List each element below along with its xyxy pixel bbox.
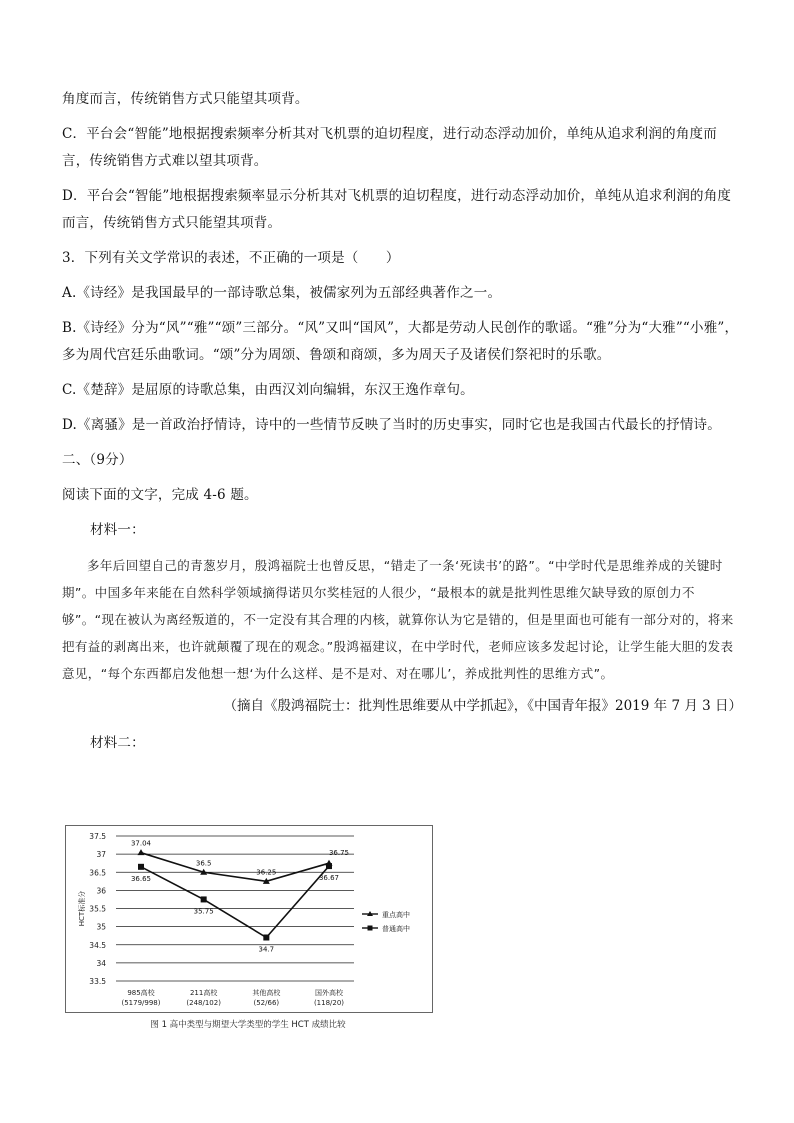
x-tick-label: 其他高校 xyxy=(252,989,281,997)
data-label: 35.75 xyxy=(193,907,214,916)
y-tick-label: 36.5 xyxy=(89,868,106,878)
legend-label: 重点高中 xyxy=(382,911,410,919)
y-tick-label: 36 xyxy=(96,886,106,896)
chart-caption: 图 1 高中类型与期望大学类型的学生 HCT 成绩比较 xyxy=(150,1020,346,1030)
data-point-square xyxy=(138,864,144,870)
legend-label: 普通高中 xyxy=(382,925,410,933)
y-tick-label: 35 xyxy=(96,922,106,932)
y-tick-label: 35.5 xyxy=(89,904,106,914)
option-d: D．平台会“智能”地根据搜索频率显示分析其对飞机票的迫切程度，进行动态浮动加价，单纯从追求利润的角度而言，传统销售方式只能望其项背。 xyxy=(62,188,732,231)
question-3-option-c: C.《楚辞》是屈原的诗歌总集，由西汉刘向编辑，东汉王逸作章句。 xyxy=(62,382,474,398)
y-tick-label: 33.5 xyxy=(89,977,106,986)
question-3-option-d: D.《离骚》是一首政治抒情诗，诗中的一些情节反映了当时的历史事实，同时它也是我国古代最长的抒情诗。 xyxy=(62,417,721,433)
section-heading: 二、（9分） xyxy=(62,452,133,468)
y-tick-label: 34 xyxy=(96,958,106,968)
question-3-option-a: A.《诗经》是我国最早的一部诗歌总集，被儒家列为五部经典著作之一。 xyxy=(62,285,502,301)
option-c: C．平台会“智能”地根据搜索频率分析其对飞机票的迫切程度，进行动态浮动加价，单纯从追求利润的角度而言，传统销售方式难以望其项背。 xyxy=(62,126,717,169)
data-point-triangle xyxy=(138,849,145,855)
x-tick-sublabel: (5179/998) xyxy=(121,999,161,1007)
y-tick-label: 37 xyxy=(96,850,106,860)
x-tick-sublabel: (52/66) xyxy=(253,999,280,1007)
y-tick-label: 34.5 xyxy=(89,940,106,950)
series-line-0 xyxy=(141,853,329,882)
data-label: 36.5 xyxy=(195,859,212,868)
data-label: 36.65 xyxy=(130,874,152,883)
data-point-square xyxy=(201,896,207,902)
data-label: 36.75 xyxy=(328,849,350,858)
question-3: 3．下列有关文学常识的表述，不正确的一项是（ ） xyxy=(62,250,400,266)
data-label: 37.04 xyxy=(130,839,152,848)
text-line: 角度而言，传统销售方式只能望其项背。 xyxy=(62,91,309,107)
y-tick-label: 37.5 xyxy=(89,832,106,841)
material-1-text: 多年后回望自己的青葱岁月，殷鸿福院士也曾反思，“错走了一条‘死读书’的路”。“中学时代是思维养成的关键时期”。中国多年来能在自然科学领域摘得诺贝尔奖桂冠的人很少，“最根本的就是批判性思维欠缺导致的原创力不够”。“现在被认为离经叛道的，不一定没有其合理的内核，就算你认为它是错的，但是里面也可能有一部分对的，将来把有益的剥离出来，也许就颠覆了现在的观念。”殷鸿福建议，在中学时代，老师应该多发起讨论，让学生能大胆的发表意见，“每个东西都启发他想一想‘为什么这样、是不是对、对在哪儿’，养成批判性的思维方式”。 xyxy=(62,558,734,681)
document-body xyxy=(62,86,742,765)
x-tick-label: 985高校 xyxy=(127,989,155,997)
reading-instruction: 阅读下面的文字，完成 4-6 题。 xyxy=(62,487,258,503)
material-1-label: 材料一： xyxy=(90,522,145,538)
data-point-square xyxy=(326,863,332,869)
material-2-label: 材料二： xyxy=(90,735,145,751)
data-label: 34.7 xyxy=(258,945,275,954)
x-tick-label: 国外高校 xyxy=(315,989,343,997)
question-3-option-b: B.《诗经》分为“风”“雅”“颂”三部分。“风”又叫“国风”，大都是劳动人民创作的歌谣。“雅”分为“大雅”“小雅”，多为周代宫廷乐曲歌词。“颂”分为周颂、鲁颂和商颂，多为周天子及诸侯们祭祀时的乐歌。 xyxy=(62,320,739,363)
data-point-square xyxy=(263,935,269,941)
legend-marker-square xyxy=(368,926,373,931)
material-1-source: （摘自《殷鸿福院士：批判性思维要从中学抓起》，《中国青年报》2019 年 7 月 3 日） xyxy=(223,698,742,714)
hct-line-chart xyxy=(65,825,433,1013)
x-tick-sublabel: (118/20) xyxy=(313,999,345,1007)
data-label: 36.67 xyxy=(318,874,340,883)
y-axis-label: HCT标准分 xyxy=(78,890,86,927)
data-label: 36.25 xyxy=(256,868,277,877)
x-tick-sublabel: (248/102) xyxy=(186,999,221,1007)
chart-svg xyxy=(66,826,432,1012)
x-tick-label: 211高校 xyxy=(189,989,218,997)
